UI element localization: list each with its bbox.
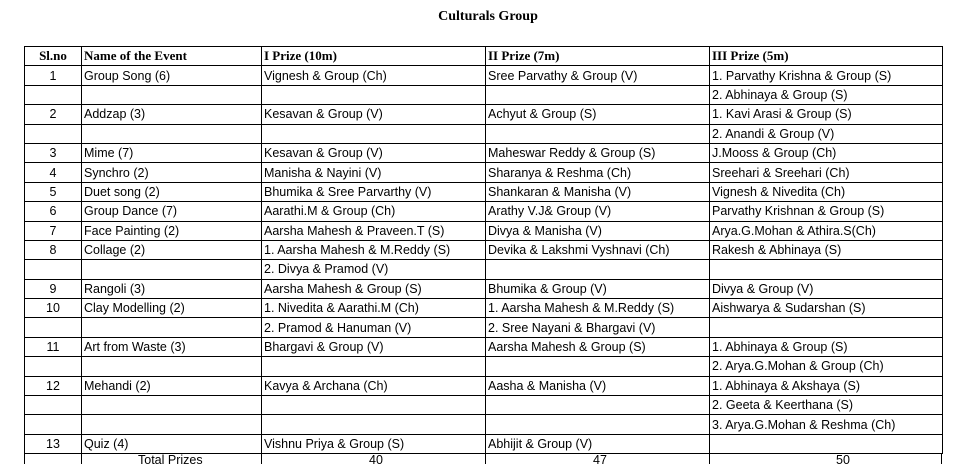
cell-third-prize: Parvathy Krishnan & Group (S)	[710, 202, 943, 221]
cell-third-prize: Rakesh & Abhinaya (S)	[710, 240, 943, 259]
table-row	[25, 66, 943, 85]
cell-sl-no: 1	[25, 66, 82, 85]
cell-first-prize	[262, 415, 486, 434]
table-row	[25, 415, 943, 434]
cell-first-prize	[262, 85, 486, 104]
cell-event-name	[82, 357, 262, 376]
cell-third-prize: 2. Abhinaya & Group (S)	[710, 85, 943, 104]
header-sl-no: Sl.no	[25, 47, 82, 66]
cell-event-name: Collage (2)	[82, 240, 262, 259]
cell-second-prize: Aasha & Manisha (V)	[486, 376, 710, 395]
page-title: Culturals Group	[438, 9, 538, 24]
cell-event-name: Rangoli (3)	[82, 279, 262, 298]
cell-first-prize: Kesavan & Group (V)	[262, 143, 486, 162]
cell-first-prize: Aarsha Mahesh & Praveen.T (S)	[262, 221, 486, 240]
cell-second-prize	[486, 357, 710, 376]
cell-second-prize: Abhijit & Group (V)	[486, 434, 710, 453]
cell-third-prize: 2. Arya.G.Mohan & Group (Ch)	[710, 357, 943, 376]
results-table	[24, 46, 943, 454]
cell-sl-no	[25, 318, 82, 337]
table-row	[25, 337, 943, 356]
cell-third-prize: Aishwarya & Sudarshan (S)	[710, 299, 943, 318]
table-row	[25, 105, 943, 124]
cell-first-prize: Vishnu Priya & Group (S)	[262, 434, 486, 453]
cell-second-prize	[486, 260, 710, 279]
cell-first-prize: Bhargavi & Group (V)	[262, 337, 486, 356]
cell-event-name: Clay Modelling (2)	[82, 299, 262, 318]
cell-second-prize: Divya & Manisha (V)	[486, 221, 710, 240]
cell-sl-no: 7	[25, 221, 82, 240]
cell-event-name	[82, 85, 262, 104]
cell-first-prize: 1. Aarsha Mahesh & M.Reddy (S)	[262, 240, 486, 259]
cell-event-name	[82, 318, 262, 337]
cell-sl-no	[25, 85, 82, 104]
cell-second-prize: 1. Aarsha Mahesh & M.Reddy (S)	[486, 299, 710, 318]
cell-event-name: Mehandi (2)	[82, 376, 262, 395]
cell-first-prize: Aarsha Mahesh & Group (S)	[262, 279, 486, 298]
cell-sl-no	[25, 124, 82, 143]
table-row	[25, 357, 943, 376]
total-prizes-row	[24, 454, 942, 464]
cell-sl-no: 6	[25, 202, 82, 221]
cell-sl-no	[25, 357, 82, 376]
cell-third-prize	[710, 318, 943, 337]
cell-event-name: Synchro (2)	[82, 163, 262, 182]
cell-sl-no: 2	[25, 105, 82, 124]
cell-second-prize: Sharanya & Reshma (Ch)	[486, 163, 710, 182]
cell-second-prize: Maheswar Reddy & Group (S)	[486, 143, 710, 162]
cell-second-prize: Shankaran & Manisha (V)	[486, 182, 710, 201]
header-second-prize: II Prize (7m)	[486, 47, 710, 66]
cell-first-prize	[262, 357, 486, 376]
table-row	[25, 124, 943, 143]
header-event-name: Name of the Event	[82, 47, 262, 66]
cell-sl-no: 12	[25, 376, 82, 395]
cell-second-prize: Bhumika & Group (V)	[486, 279, 710, 298]
cell-first-prize: Bhumika & Sree Parvarthy (V)	[262, 182, 486, 201]
total-first-prize: 40	[369, 454, 383, 464]
cell-sl-no: 11	[25, 337, 82, 356]
table-row	[25, 376, 943, 395]
cell-third-prize: 1. Abhinaya & Group (S)	[710, 337, 943, 356]
header-third-prize: III Prize (5m)	[710, 47, 943, 66]
results-body	[25, 66, 943, 454]
cell-event-name	[82, 415, 262, 434]
cell-second-prize	[486, 396, 710, 415]
cell-first-prize: 1. Nivedita & Aarathi.M (Ch)	[262, 299, 486, 318]
cell-sl-no: 3	[25, 143, 82, 162]
cell-sl-no: 9	[25, 279, 82, 298]
cell-event-name: Face Painting (2)	[82, 221, 262, 240]
cell-second-prize	[486, 85, 710, 104]
cell-second-prize: Achyut & Group (S)	[486, 105, 710, 124]
cell-event-name: Addzap (3)	[82, 105, 262, 124]
cell-event-name: Art from Waste (3)	[82, 337, 262, 356]
total-second-prize: 47	[593, 454, 607, 464]
cell-first-prize: 2. Divya & Pramod (V)	[262, 260, 486, 279]
cell-first-prize: Vignesh & Group (Ch)	[262, 66, 486, 85]
cell-sl-no: 5	[25, 182, 82, 201]
cell-event-name: Group Song (6)	[82, 66, 262, 85]
cell-third-prize: Sreehari & Sreehari (Ch)	[710, 163, 943, 182]
cell-third-prize: J.Mooss & Group (Ch)	[710, 143, 943, 162]
cell-second-prize: Arathy V.J& Group (V)	[486, 202, 710, 221]
cell-event-name: Duet song (2)	[82, 182, 262, 201]
cell-second-prize: Sree Parvathy & Group (V)	[486, 66, 710, 85]
total-third-prize: 50	[836, 454, 850, 464]
cell-first-prize: Kesavan & Group (V)	[262, 105, 486, 124]
table-row	[25, 143, 943, 162]
cell-third-prize: Divya & Group (V)	[710, 279, 943, 298]
cell-sl-no	[25, 396, 82, 415]
cell-first-prize: Kavya & Archana (Ch)	[262, 376, 486, 395]
cell-second-prize: Devika & Lakshmi Vyshnavi (Ch)	[486, 240, 710, 259]
cell-third-prize: Arya.G.Mohan & Athira.S(Ch)	[710, 221, 943, 240]
cell-second-prize	[486, 415, 710, 434]
cell-third-prize: Vignesh & Nivedita (Ch)	[710, 182, 943, 201]
table-row	[25, 260, 943, 279]
cell-third-prize: 2. Geeta & Keerthana (S)	[710, 396, 943, 415]
table-row	[25, 434, 943, 453]
cell-sl-no: 4	[25, 163, 82, 182]
cell-sl-no	[25, 415, 82, 434]
table-row	[25, 163, 943, 182]
table-row	[25, 318, 943, 337]
cell-first-prize: Manisha & Nayini (V)	[262, 163, 486, 182]
cell-sl-no: 8	[25, 240, 82, 259]
cell-sl-no: 10	[25, 299, 82, 318]
cell-third-prize	[710, 260, 943, 279]
cell-second-prize	[486, 124, 710, 143]
cell-event-name: Mime (7)	[82, 143, 262, 162]
cell-sl-no	[25, 260, 82, 279]
cell-third-prize: 2. Anandi & Group (V)	[710, 124, 943, 143]
table-row	[25, 182, 943, 201]
table-row	[25, 299, 943, 318]
total-prizes-label: Total Prizes	[138, 454, 203, 464]
cell-first-prize	[262, 124, 486, 143]
cell-event-name: Group Dance (7)	[82, 202, 262, 221]
table-row	[25, 221, 943, 240]
cell-first-prize: 2. Pramod & Hanuman (V)	[262, 318, 486, 337]
table-row	[25, 279, 943, 298]
cell-event-name: Quiz (4)	[82, 434, 262, 453]
cell-first-prize: Aarathi.M & Group (Ch)	[262, 202, 486, 221]
cell-sl-no: 13	[25, 434, 82, 453]
cell-event-name	[82, 124, 262, 143]
cell-third-prize: 3. Arya.G.Mohan & Reshma (Ch)	[710, 415, 943, 434]
cell-second-prize: Aarsha Mahesh & Group (S)	[486, 337, 710, 356]
cell-event-name	[82, 260, 262, 279]
table-row	[25, 85, 943, 104]
cell-third-prize	[710, 434, 943, 453]
cell-first-prize	[262, 396, 486, 415]
table-row	[25, 202, 943, 221]
header-row	[25, 47, 943, 66]
cell-third-prize: 1. Parvathy Krishna & Group (S)	[710, 66, 943, 85]
cell-second-prize: 2. Sree Nayani & Bhargavi (V)	[486, 318, 710, 337]
cell-third-prize: 1. Abhinaya & Akshaya (S)	[710, 376, 943, 395]
cell-event-name	[82, 396, 262, 415]
table-row	[25, 396, 943, 415]
header-first-prize: I Prize (10m)	[262, 47, 486, 66]
table-row	[25, 240, 943, 259]
cell-third-prize: 1. Kavi Arasi & Group (S)	[710, 105, 943, 124]
